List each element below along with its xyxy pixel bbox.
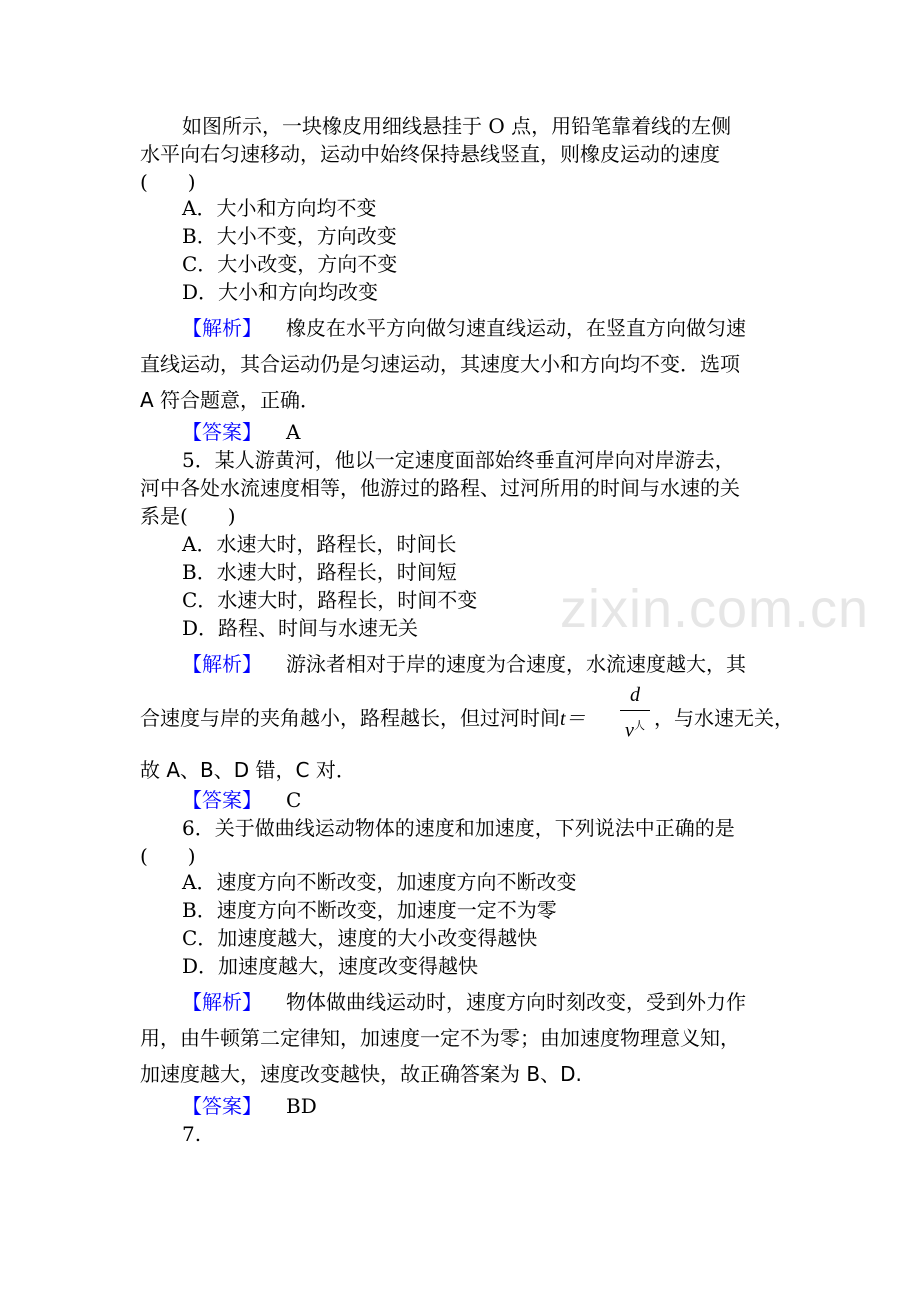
- q5-stem-line1: 5．某人游黄河，他以一定速度面部始终垂直河岸向对岸游去，: [182, 448, 735, 472]
- q4-stem-line2: 水平向右匀速移动，运动中始终保持悬线竖直，则橡皮运动的速度: [140, 142, 720, 166]
- q4-analysis-text1: 橡皮在水平方向做匀速直线运动，在竖直方向做匀速: [286, 316, 746, 340]
- formula-t: t＝: [560, 708, 586, 730]
- q5-analysis-line1: [182, 650, 746, 678]
- q4-answer-tag: 【答案】: [182, 420, 262, 444]
- q6-analysis-line2: 用，由牛顿第二定律知，加速度一定不为零；由加速度物理意义知，: [140, 1026, 740, 1050]
- q5-option-b: B．水速大时，路程长，时间短: [182, 560, 457, 584]
- q6-analysis-text1: 物体做曲线运动时，速度方向时刻改变，受到外力作: [286, 990, 746, 1014]
- q6-analysis-tag: 【解析】: [182, 990, 262, 1014]
- q4-answer-line: [182, 418, 300, 446]
- q6-option-a: A．速度方向不断改变，加速度方向不断改变: [182, 870, 577, 894]
- q5-option-d: D．路程、时间与水速无关: [182, 616, 419, 640]
- q4-blank: ( ): [140, 170, 196, 194]
- q5-answer: C: [286, 788, 302, 812]
- q4-option-d: D．大小和方向均改变: [182, 280, 379, 304]
- q6-blank: ( ): [140, 844, 196, 868]
- q5-analysis-line3: 故 A、B、D 错，C 对．: [140, 758, 356, 782]
- q5-analysis-tag: 【解析】: [182, 652, 262, 676]
- q4-analysis-line3: A 符合题意，正确．: [140, 388, 321, 412]
- q5-option-c: C．水速大时，路程长，时间不变: [182, 588, 478, 612]
- q6-analysis-line1: [182, 988, 746, 1016]
- q6-option-d: D．加速度越大，速度改变得越快: [182, 954, 479, 978]
- q6-option-b: B．速度方向不断改变，加速度一定不为零: [182, 898, 557, 922]
- q5-answer-line: [182, 786, 301, 814]
- time-formula-fraction: [618, 684, 652, 742]
- q5-answer-tag: 【答案】: [182, 788, 262, 812]
- formula-numerator: d: [630, 684, 640, 706]
- q5-analysis-text2a: 合速度与岸的夹角越小，路程越长，但过河时间: [140, 706, 560, 730]
- q6-option-c: C．加速度越大，速度的大小改变得越快: [182, 926, 538, 950]
- q4-analysis-line1: [182, 314, 746, 342]
- q5-analysis-text1: 游泳者相对于岸的速度为合速度，水流速度越大，其: [286, 652, 746, 676]
- q7-number: 7.: [182, 1122, 202, 1146]
- watermark: zixin.com.cn: [560, 579, 870, 639]
- q4-analysis-tag: 【解析】: [182, 316, 262, 340]
- q4-option-b: B．大小不变，方向改变: [182, 224, 397, 248]
- q4-stem-line1: 如图所示，一块橡皮用细线悬挂于 O 点，用铅笔靠着线的左侧: [182, 114, 732, 138]
- q6-answer-tag: 【答案】: [182, 1094, 262, 1118]
- q5-analysis-line2a: [140, 704, 586, 733]
- q6-stem-line1: 6．关于做曲线运动物体的速度和加速度，下列说法中正确的是: [182, 816, 735, 840]
- q5-stem-line3: 系是( ): [140, 504, 236, 528]
- q4-option-c: C．大小改变，方向不变: [182, 252, 398, 276]
- q5-stem-line2: 河中各处水流速度相等，他游过的路程、过河所用的时间与水速的关: [140, 476, 740, 500]
- q4-option-a: A．大小和方向均不变: [182, 196, 377, 220]
- formula-denominator: $v^人$: [625, 719, 645, 742]
- q5-option-a: A．水速大时，路程长，时间长: [182, 532, 457, 556]
- q6-answer: BD: [286, 1094, 317, 1118]
- formula-subscript: 人: [633, 720, 645, 732]
- q4-answer: A: [286, 420, 301, 444]
- q6-analysis-line3: 加速度越大，速度改变越快，故正确答案为 B、D.: [140, 1062, 582, 1086]
- fraction-bar: [620, 710, 650, 711]
- q6-answer-line: [182, 1092, 317, 1120]
- q4-analysis-line2: 直线运动，其合运动仍是匀速运动，其速度大小和方向均不变．选项: [140, 352, 740, 376]
- q5-analysis-line2b: ，与水速无关，: [654, 706, 794, 730]
